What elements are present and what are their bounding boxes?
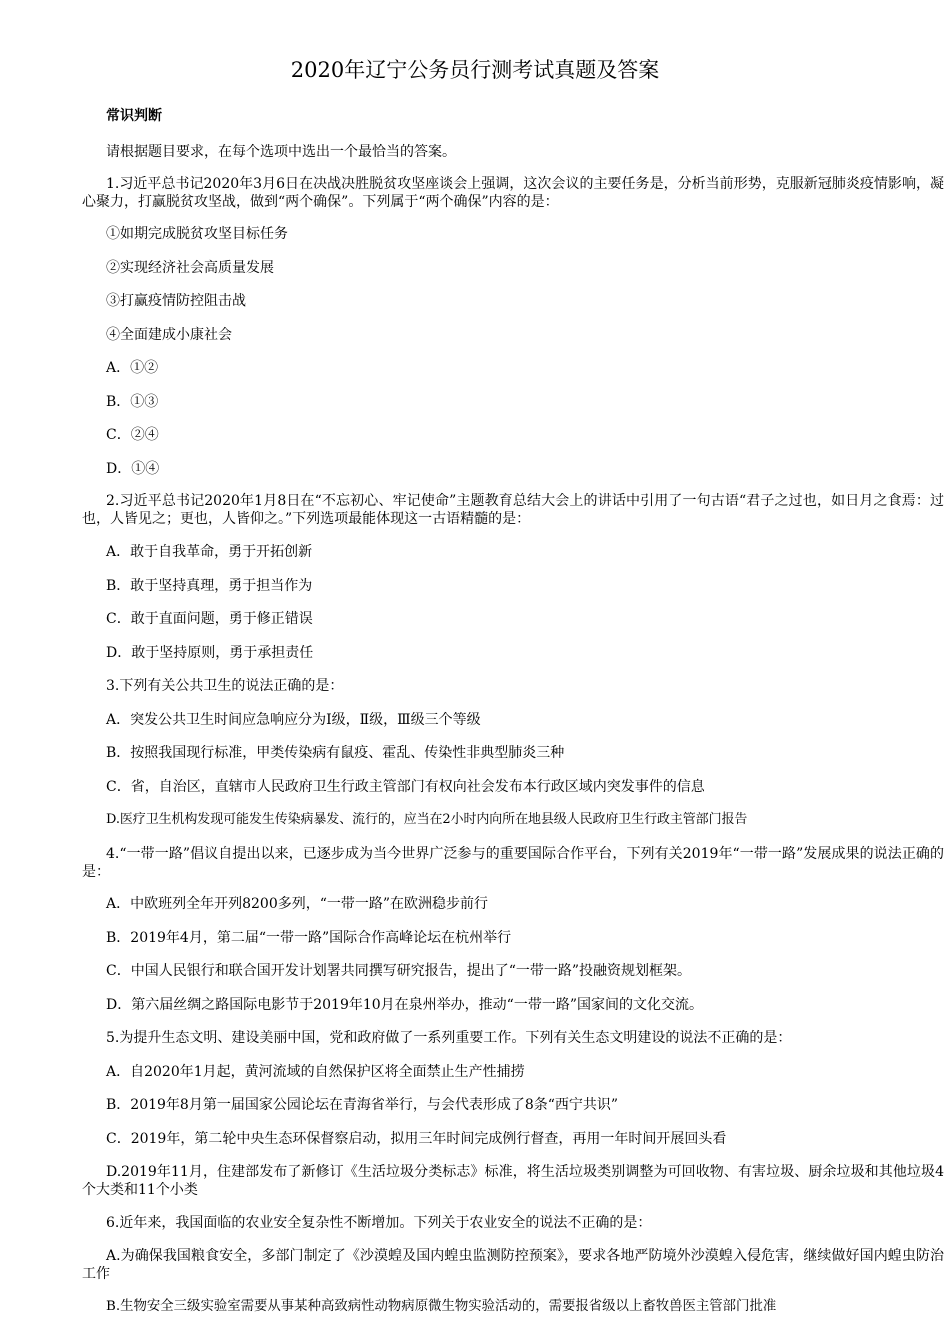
answer-option: C．省，自治区，直辖市人民政府卫生行政主管部门有权向社会发布本行政区域内突发事件的信息	[106, 779, 705, 795]
answer-option: A．①②	[106, 360, 159, 376]
question-item: ③打赢疫情防控阻击战	[106, 293, 246, 309]
answer-option: A．自2020年1月起，黄河流域的自然保护区将全面禁止生产性捕捞	[106, 1064, 525, 1080]
question-item: ④全面建成小康社会	[106, 327, 232, 343]
answer-option: B.生物安全三级实验室需要从事某种高致病性动物病原微生物实验活动的，需要报省级以上畜牧兽医主管部门批准	[106, 1299, 777, 1314]
question-item: ①如期完成脱贫攻坚目标任务	[106, 226, 288, 242]
document-title: 2020年辽宁公务员行测考试真题及答案	[290, 58, 660, 82]
answer-option: D．敢于坚持原则，勇于承担责任	[106, 645, 314, 661]
answer-option: B．按照我国现行标准，甲类传染病有鼠疫、霍乱、传染性非典型肺炎三种	[106, 745, 565, 761]
question-stem: 4.“一带一路”倡议自提出以来，已逐步成为当今世界广泛参与的重要国际合作平台，下列有关2019年“一带一路”发展成果的说法正确的是：	[82, 846, 944, 880]
question-stem: 2.习近平总书记2020年1月8日在“不忘初心、牢记使命”主题教育总结大会上的讲话中引用了一句古语“君子之过也，如日月之食焉：过也，人皆见之；更也，人皆仰之。”下列选项最能体现这一古语精髓的是：	[82, 493, 944, 527]
answer-option: C．敢于直面问题，勇于修正错误	[106, 611, 313, 627]
question-stem: 1.习近平总书记2020年3月6日在决战决胜脱贫攻坚座谈会上强调，这次会议的主要任务是，分析当前形势，克服新冠肺炎疫情影响，凝心聚力，打赢脱贫攻坚战，做到“两个确保”。下列属于“两个确保”内容的是：	[82, 176, 944, 210]
answer-option: A．突发公共卫生时间应急响应分为Ⅰ级，Ⅱ级，Ⅲ级三个等级	[106, 712, 481, 728]
section-heading: 常识判断	[106, 108, 162, 124]
answer-option: D．第六届丝绸之路国际电影节于2019年10月在泉州举办，推动“一带一路”国家间的文化交流。	[106, 997, 703, 1013]
answer-option: D.2019年11月，住建部发布了新修订《生活垃圾分类标志》标准，将生活垃圾类别调整为可回收物、有害垃圾、厨余垃圾和其他垃圾4个大类和11个小类	[82, 1164, 944, 1198]
answer-option: D.医疗卫生机构发现可能发生传染病暴发、流行的，应当在2小时内向所在地县级人民政府卫生行政主管部门报告	[106, 812, 748, 827]
answer-option: A．敢于自我革命，勇于开拓创新	[106, 544, 313, 560]
answer-option: B．2019年4月，第二届“一带一路”国际合作高峰论坛在杭州举行	[106, 930, 512, 946]
instruction-text: 请根据题目要求，在每个选项中选出一个最恰当的答案。	[106, 144, 456, 160]
answer-option: C．2019年，第二轮中央生态环保督察启动，拟用三年时间完成例行督查，再用一年时间开展回头看	[106, 1131, 727, 1147]
answer-option: B．敢于坚持真理，勇于担当作为	[106, 578, 313, 594]
question-stem: 3.下列有关公共卫生的说法正确的是：	[106, 678, 344, 694]
answer-option: D．①④	[106, 461, 160, 477]
answer-option: A．中欧班列全年开列8200多列，“一带一路”在欧洲稳步前行	[106, 896, 489, 912]
answer-option: C．中国人民银行和联合国开发计划署共同撰写研究报告，提出了“一带一路”投融资规划框架。	[106, 963, 692, 979]
question-stem: 5.为提升生态文明、建设美丽中国，党和政府做了一系列重要工作。下列有关生态文明建设的说法不正确的是：	[106, 1030, 792, 1046]
question-item: ②实现经济社会高质量发展	[106, 260, 274, 276]
question-stem: 6.近年来，我国面临的农业安全复杂性不断增加。下列关于农业安全的说法不正确的是：	[106, 1215, 652, 1231]
answer-option: B．2019年8月第一届国家公园论坛在青海省举行，与会代表形成了8条“西宁共识”	[106, 1097, 619, 1113]
answer-option: B．①③	[106, 394, 159, 410]
answer-option: C．②④	[106, 427, 159, 443]
answer-option: A.为确保我国粮食安全，多部门制定了《沙漠蝗及国内蝗虫监测防控预案》，要求各地严防境外沙漠蝗入侵危害，继续做好国内蝗虫防治工作	[82, 1248, 944, 1282]
